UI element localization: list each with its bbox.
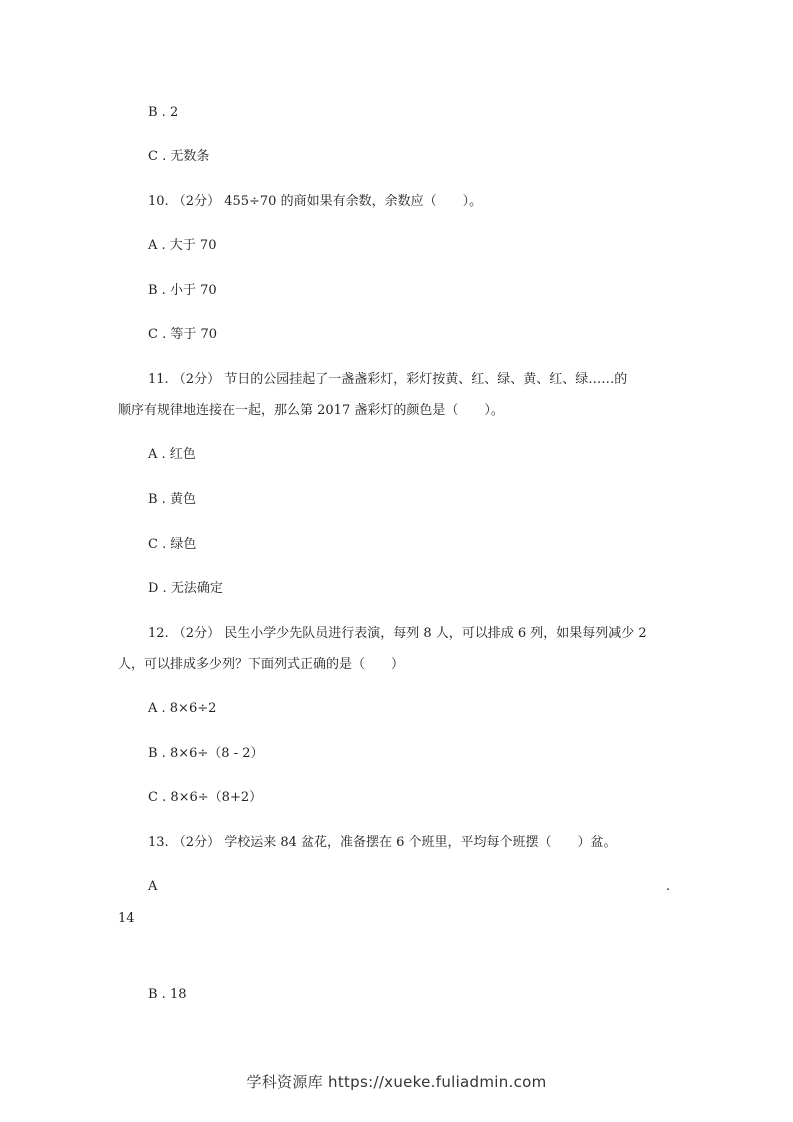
q12-option-b: B . 8×6÷（8 - 2）: [148, 746, 264, 761]
q12-option-c: C . 8×6÷（8+2）: [148, 790, 263, 805]
question-12-line-2: 人，可以排成多少列？下面列式正确的是（ ）: [118, 657, 405, 672]
q11-option-c: C . 绿色: [148, 537, 197, 552]
q10-option-c: C . 等于 70: [148, 327, 218, 342]
q11-option-a: A . 红色: [148, 447, 196, 462]
q13-option-a-value: 14: [118, 911, 135, 926]
q10-option-b: B . 小于 70: [148, 283, 217, 298]
footer-watermark: 学科资源库 https://xueke.fuliadmin.com: [246, 1073, 547, 1091]
question-11-line-1: 11. （2分） 节日的公园挂起了一盏盏彩灯，彩灯按黄、红、绿、黄、红、绿……的: [148, 372, 628, 387]
option-c-prev: C . 无数条: [148, 149, 210, 164]
q13-option-b: B . 18: [148, 987, 187, 1002]
question-12-line-1: 12. （2分） 民生小学少先队员进行表演，每列 8 人，可以排成 6 列，如果每列减少 2: [148, 626, 647, 641]
question-11-line-2: 顺序有规律地连接在一起，那么第 2017 盏彩灯的颜色是（ ）。: [118, 403, 504, 418]
q12-option-a: A . 8×6÷2: [148, 701, 217, 716]
q11-option-d: D . 无法确定: [148, 581, 223, 596]
q10-option-a: A . 大于 70: [148, 238, 217, 253]
q13-option-a-letter: A: [148, 879, 158, 894]
question-10: 10. （2分） 455÷70 的商如果有余数，余数应（ ）。: [148, 194, 483, 209]
q13-option-a-dot: .: [666, 879, 671, 894]
option-b-prev: B . 2: [148, 105, 179, 120]
q11-option-b: B . 黄色: [148, 492, 196, 507]
question-13: 13. （2分） 学校运来 84 盆花，准备摆在 6 个班里，平均每个班摆（ ）盆。: [148, 835, 617, 850]
